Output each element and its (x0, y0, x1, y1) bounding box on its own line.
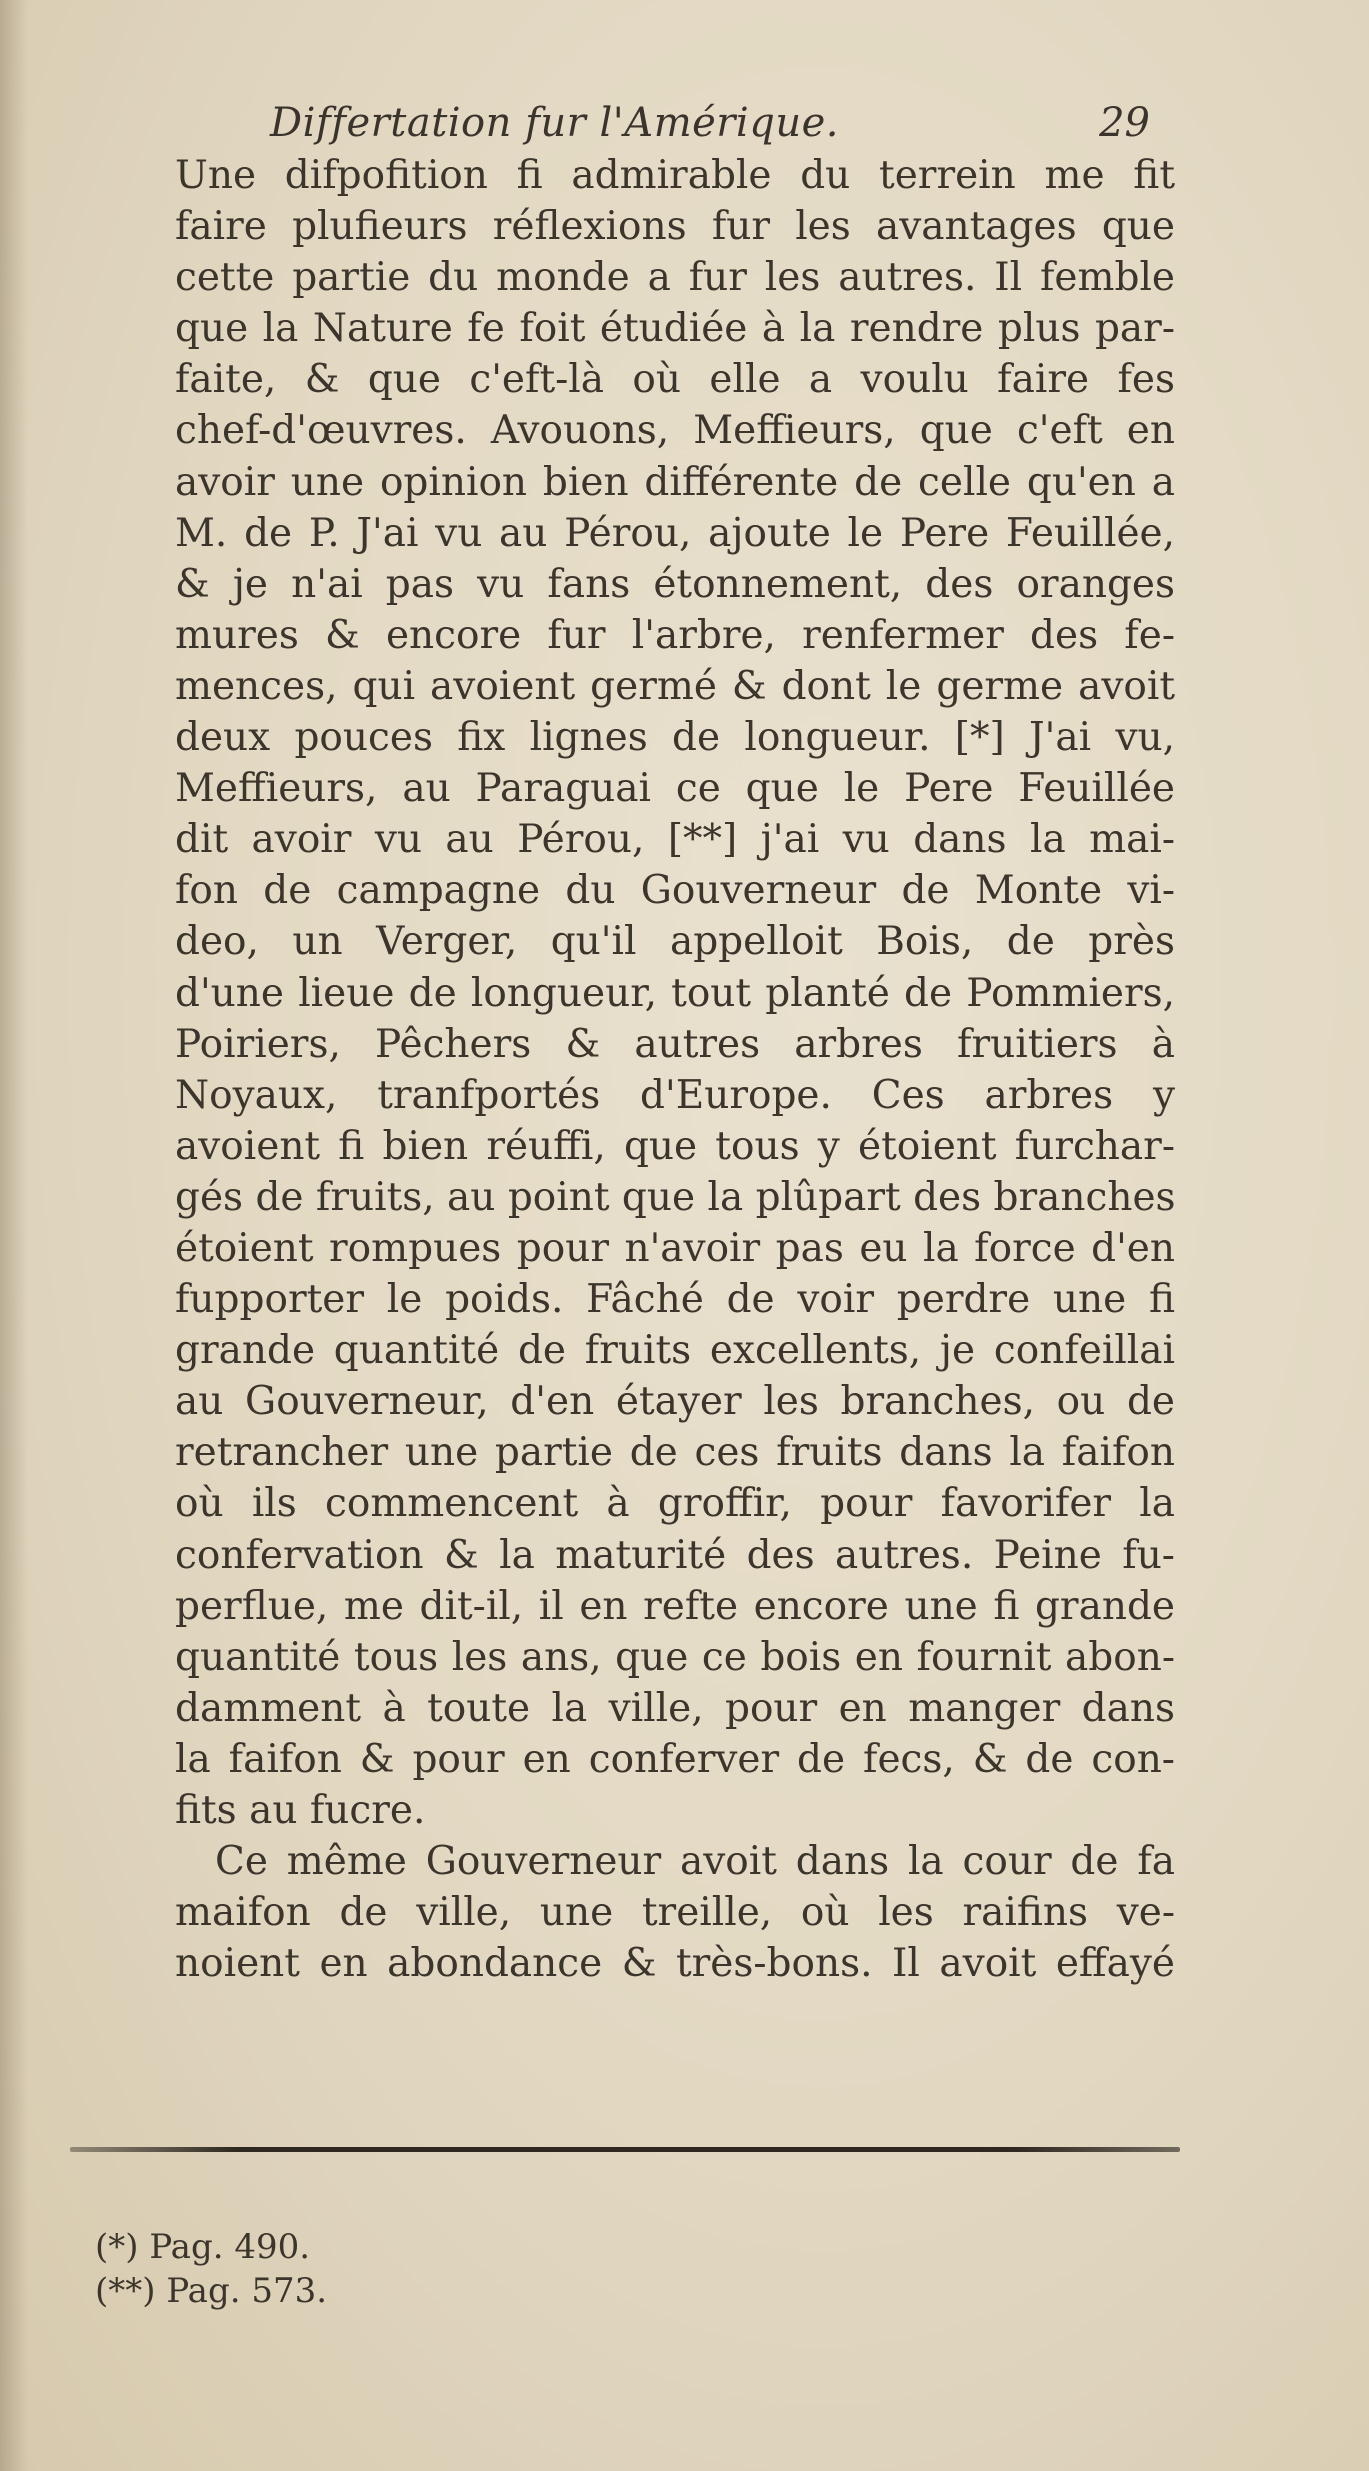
page-number: 29 (1099, 100, 1150, 146)
text-line: M. de P. J'ai vu au Pérou, ajoute le Pere Feuillée, (175, 510, 1175, 556)
text-line: Poiriers, Pêchers & autres arbres fruitiers à (175, 1021, 1175, 1067)
text-line: Meffieurs, au Paraguai ce que le Pere Feuillée (175, 766, 1175, 812)
text-line: maifon de ville, une treille, où les raifins ve- (175, 1890, 1175, 1936)
text-line: où ils commencent à groffir, pour favorifer la (175, 1481, 1175, 1527)
text-line: gés de fruits, au point que la plûpart des branches (175, 1174, 1176, 1220)
text-line: damment à toute la ville, pour en manger dans (175, 1685, 1175, 1731)
text-line: confervation & la maturité des autres. Peine fu- (175, 1532, 1175, 1578)
text-line: au Gouverneur, d'en étayer les branches, ou de (175, 1379, 1175, 1425)
text-line: & je n'ai pas vu fans étonnement, des oranges (175, 561, 1175, 607)
text-line: la faifon & pour en conferver de fecs, & de con- (175, 1736, 1175, 1782)
footnote-divider (70, 2147, 1180, 2152)
text-line: mences, qui avoient germé & dont le germe avoit (175, 663, 1175, 709)
text-line: deo, un Verger, qu'il appelloit Bois, de près (175, 919, 1175, 965)
text-line: retrancher une partie de ces fruits dans la faifon (175, 1430, 1175, 1476)
text-line: fon de campagne du Gouverneur de Monte vi- (175, 868, 1175, 914)
text-line: avoient fi bien réuffi, que tous y étoient furchar- (175, 1123, 1175, 1169)
text-line: noient en abondance & très-bons. Il avoit effayé (175, 1941, 1175, 1987)
text-line: que la Nature fe foit étudiée à la rendre plus par- (175, 306, 1175, 352)
text-line: faire plufieurs réflexions fur les avantages que (175, 204, 1175, 250)
body-text (175, 150, 1175, 1989)
text-line: étoient rompues pour n'avoir pas eu la force d'en (175, 1225, 1175, 1271)
text-line: cette partie du monde a fur les autres. Il femble (175, 255, 1175, 301)
running-title: Differtation fur l'Amérique. (270, 100, 839, 146)
text-line: quantité tous les ans, que ce bois en fournit abon- (175, 1634, 1175, 1680)
text-line: perflue, me dit-il, il en refte encore une fi grande (175, 1583, 1175, 1629)
text-line: grande quantité de fruits excellents, je confeillai (175, 1328, 1175, 1374)
text-line: Ce même Gouverneur avoit dans la cour de fa (215, 1839, 1175, 1885)
text-line: deux pouces fix lignes de longueur. [*] J'ai vu, (175, 715, 1175, 761)
text-line: Une difpofition fi admirable du terrein me fit (175, 153, 1175, 198)
text-line: dit avoir vu au Pérou, [**] j'ai vu dans la mai- (175, 817, 1175, 863)
text-line: mures & encore fur l'arbre, renfermer des fe- (175, 612, 1175, 658)
text-line: faite, & que c'eft-là où elle a voulu faire fes (175, 357, 1175, 403)
footnote: (**) Pag. 573. (95, 2271, 328, 2311)
text-line: d'une lieue de longueur, tout planté de Pommiers, (175, 970, 1175, 1016)
footnotes (95, 2225, 595, 2313)
text-line: fupporter le poids. Fâché de voir perdre une fi (175, 1277, 1175, 1323)
page-spine-shadow (0, 0, 28, 2471)
text-line: Noyaux, tranfportés d'Europe. Ces arbres y (175, 1072, 1175, 1118)
text-line: fits au fucre. (175, 1788, 426, 1833)
footnote: (*) Pag. 490. (95, 2227, 311, 2267)
text-line: avoir une opinion bien différente de celle qu'en a (175, 459, 1175, 505)
text-line: chef-d'œuvres. Avouons, Meffieurs, que c'eft en (175, 408, 1175, 454)
